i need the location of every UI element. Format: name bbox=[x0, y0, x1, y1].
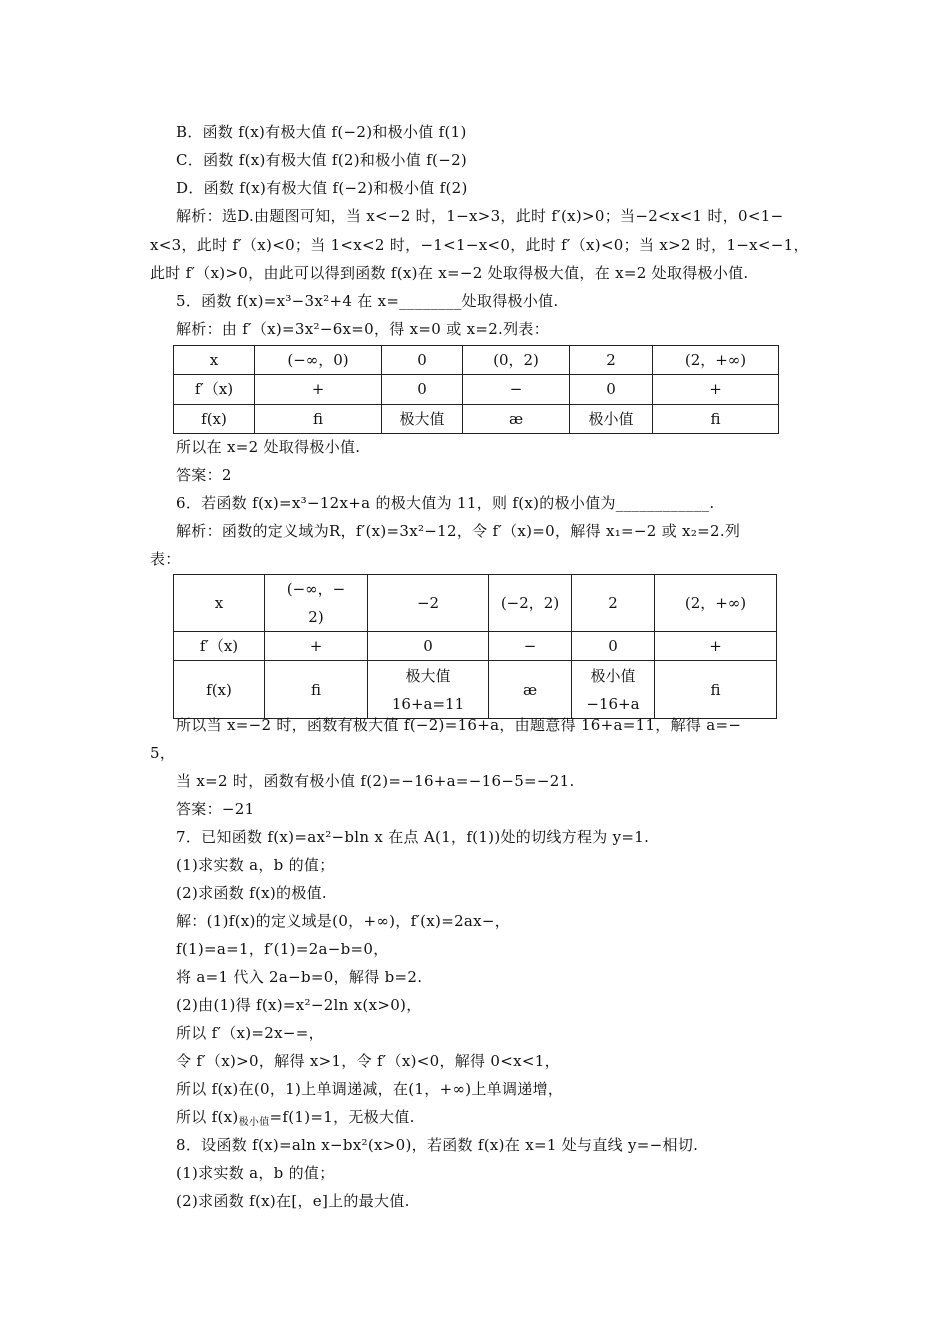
analysis-line: 解析：函数的定义域为R，f′(x)=3x²−12，令 f′（x)=0，解得 x₁=−2 或 x₂=2.列 bbox=[176, 522, 741, 540]
question-8: 8．设函数 f(x)=aln x−bx²(x>0)，若函数 f(x)在 x=1 处与直线 y=−相切. bbox=[176, 1136, 699, 1154]
table-cell: ﬁ bbox=[265, 661, 368, 719]
table-cell: + bbox=[653, 375, 779, 404]
table-cell: 0 bbox=[382, 375, 463, 404]
table-cell: 极大值 bbox=[382, 404, 463, 433]
table-cell: ﬁ bbox=[653, 404, 779, 433]
table-row bbox=[174, 404, 779, 433]
cell-line: 16+a=11 bbox=[391, 694, 465, 713]
table-cell: + bbox=[265, 632, 368, 661]
solution-line: 令 f′（x)>0，解得 x>1，令 f′（x)<0，解得 0<x<1， bbox=[176, 1052, 560, 1070]
sub-question: (2)求函数 f(x)的极值. bbox=[176, 884, 327, 902]
table-cell bbox=[265, 575, 368, 632]
table-cell: (0，2) bbox=[463, 346, 570, 375]
table-cell: f(x) bbox=[174, 661, 265, 719]
question-7: 7．已知函数 f(x)=ax²−bln x 在点 A(1，f(1))处的切线方程为 y=1. bbox=[176, 828, 650, 846]
table-cell bbox=[572, 661, 655, 719]
conclusion-line: 所以在 x=2 处取得极小值. bbox=[176, 438, 361, 456]
table-cell: ﬁ bbox=[255, 404, 382, 433]
table-cell: 0 bbox=[368, 632, 489, 661]
analysis-line: 表： bbox=[150, 550, 181, 568]
table-row bbox=[174, 632, 777, 661]
option-b: B．函数 f(x)有极大值 f(−2)和极小值 f(1) bbox=[176, 123, 467, 141]
solution-line: 所以 f(x)在(0，1)上单调递减，在(1，+∞)上单调递增， bbox=[176, 1080, 564, 1098]
table-cell: (−∞，0) bbox=[255, 346, 382, 375]
analysis-line: 5， bbox=[150, 744, 176, 762]
text-part: 所以 f(x) bbox=[176, 1108, 239, 1126]
cell-line: 极小值 bbox=[590, 666, 636, 685]
table-cell: x bbox=[174, 346, 255, 375]
table-cell: −2 bbox=[368, 575, 489, 632]
solution-line: 所以 f′（x)=2x−=， bbox=[176, 1024, 324, 1042]
table-cell: (2，+∞) bbox=[653, 346, 779, 375]
table-cell: 2 bbox=[570, 346, 653, 375]
analysis-line: 解析：由 f′（x)=3x²−6x=0，得 x=0 或 x=2.列表： bbox=[176, 320, 550, 338]
option-c: C．函数 f(x)有极大值 f(2)和极小值 f(−2) bbox=[176, 151, 468, 169]
solution-line: 解：(1)f(x)的定义域是(0，+∞)，f′(x)=2ax−， bbox=[176, 912, 511, 930]
table-cell: ﬁ bbox=[655, 661, 777, 719]
table-cell: − bbox=[489, 632, 572, 661]
cell-line: (−∞，− bbox=[286, 580, 346, 598]
sign-table-2 bbox=[173, 574, 777, 719]
sub-question: (2)求函数 f(x)在[，e]上的最大值. bbox=[176, 1192, 410, 1210]
analysis-line: 此时 f′（x)>0，由此可以得到函数 f(x)在 x=−2 处取得极大值，在 x=2 处取得极小值. bbox=[150, 264, 749, 282]
table-cell: 0 bbox=[570, 375, 653, 404]
table-cell: 0 bbox=[572, 632, 655, 661]
solution-line: 将 a=1 代入 2a−b=0，解得 b=2. bbox=[176, 968, 423, 986]
sub-question: (1)求实数 a，b 的值； bbox=[176, 856, 335, 874]
table-cell: æ bbox=[489, 661, 572, 719]
table-row bbox=[174, 346, 779, 375]
table-cell: 2 bbox=[572, 575, 655, 632]
table-row bbox=[174, 375, 779, 404]
table-row bbox=[174, 661, 777, 719]
table-cell: + bbox=[655, 632, 777, 661]
solution-line: (2)由(1)得 f(x)=x²−2ln x(x>0)， bbox=[176, 996, 422, 1014]
table-cell: æ bbox=[463, 404, 570, 433]
sign-table-1 bbox=[173, 345, 779, 434]
table-cell: f(x) bbox=[174, 404, 255, 433]
cell-line: 2) bbox=[308, 608, 324, 626]
table-cell: 极小值 bbox=[570, 404, 653, 433]
option-d: D．函数 f(x)有极大值 f(−2)和极小值 f(2) bbox=[176, 179, 468, 197]
cell-line: 极大值 bbox=[405, 666, 451, 685]
solution-line: f(1)=a=1，f′(1)=2a−b=0， bbox=[176, 940, 389, 958]
table-cell: 0 bbox=[382, 346, 463, 375]
table-cell: x bbox=[174, 575, 265, 632]
answer-line: 答案：2 bbox=[176, 466, 232, 484]
table-cell: − bbox=[463, 375, 570, 404]
answer-line: 答案：−21 bbox=[176, 800, 255, 818]
table-cell: f′（x) bbox=[174, 632, 265, 661]
analysis-line: 解析：选D.由题图可知，当 x<−2 时，1−x>3，此时 f′(x)>0；当−2<x<1 时，0<1− bbox=[176, 207, 784, 225]
table-cell bbox=[368, 661, 489, 719]
subscript: 极小值 bbox=[238, 1117, 270, 1128]
table-row bbox=[174, 575, 777, 632]
table-cell: f′（x) bbox=[174, 375, 255, 404]
table-cell: (2，+∞) bbox=[655, 575, 777, 632]
analysis-line: 所以当 x=−2 时，函数有极大值 f(−2)=16+a，由题意得 16+a=11，解得 a=− bbox=[176, 716, 742, 734]
question-6: 6．若函数 f(x)=x³−12x+a 的极大值为 11，则 f(x)的极小值为____________. bbox=[176, 494, 715, 512]
sub-question: (1)求实数 a，b 的值； bbox=[176, 1164, 335, 1182]
table-cell: + bbox=[255, 375, 382, 404]
analysis-line: 当 x=2 时，函数有极小值 f(2)=−16+a=−16−5=−21. bbox=[176, 772, 575, 790]
question-5: 5．函数 f(x)=x³−3x²+4 在 x=________处取得极小值. bbox=[176, 292, 559, 310]
table-cell: (−2，2) bbox=[489, 575, 572, 632]
analysis-line: x<3，此时 f′（x)<0；当 1<x<2 时，−1<1−x<0，此时 f′（x)<0；当 x>2 时，1−x<−1， bbox=[150, 236, 809, 254]
text-part: =f(1)=1，无极大值. bbox=[269, 1108, 415, 1126]
cell-line: −16+a bbox=[586, 694, 640, 713]
solution-line bbox=[176, 1108, 415, 1132]
